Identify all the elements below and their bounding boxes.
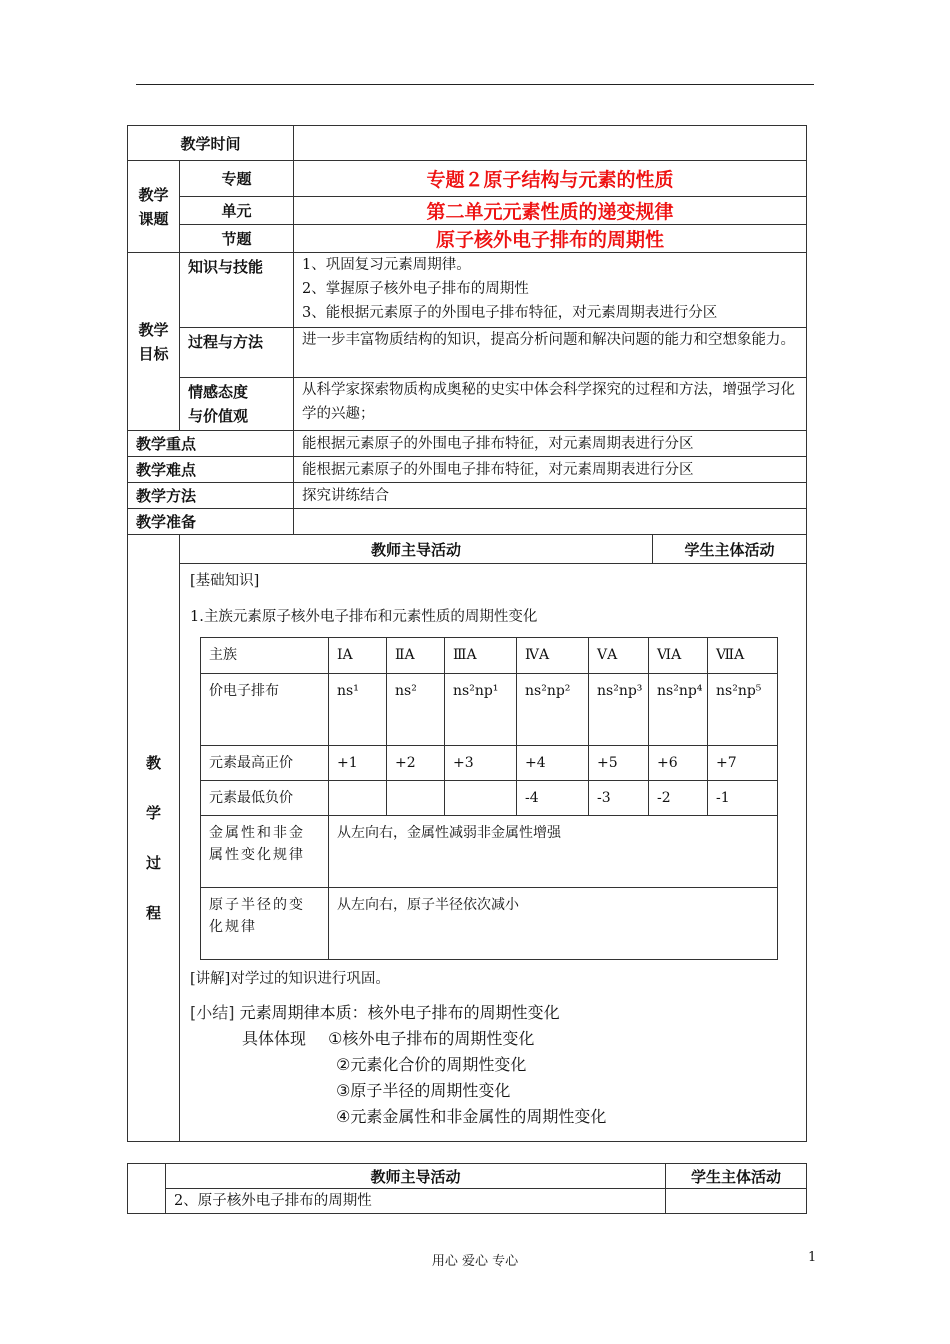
second-item: 2、原子核外电子排布的周期性 xyxy=(166,1189,666,1214)
min-valence-cell xyxy=(445,781,517,816)
min-valence-cell: -1 xyxy=(708,781,778,816)
valence-cell: ns² xyxy=(387,674,445,746)
difficulty-value: 能根据元素原子的外围电子排布特征，对元素周期表进行分区 xyxy=(294,457,807,483)
header-rule xyxy=(136,84,814,85)
lesson-plan-table xyxy=(127,125,807,1142)
section-value: 原子核外电子排布的周期性 xyxy=(294,225,807,253)
key-point-value: 能根据元素原子的外围电子排布特征，对元素周期表进行分区 xyxy=(294,431,807,457)
teaching-time-value xyxy=(294,126,807,161)
min-valence-cell: -3 xyxy=(589,781,649,816)
process-goal: 进一步丰富物质结构的知识，提高分析问题和解决问题的能力和空想象能力。 xyxy=(294,328,807,378)
knowledge-goal-item: 1、巩固复习元素周期律。 xyxy=(302,257,471,273)
summary-item: ③原子半径的周期性变化 xyxy=(336,1081,511,1100)
page-footer: 用心 爱心 专心 xyxy=(431,1254,519,1269)
max-valence-cell: +3 xyxy=(445,746,517,781)
page-number: 1 xyxy=(808,1250,817,1265)
metallicity-trend: 从左向右，金属性减弱非金属性增强 xyxy=(329,816,778,888)
row-label-group: 主族 xyxy=(201,638,329,674)
group-header: ⅠA xyxy=(329,638,387,674)
attitude-goal: 从科学家探索物质构成奥秘的史实中体会科学探究的过程和方法，增强学习化学的兴趣； xyxy=(294,378,807,431)
row-label-radius: 原子半径的变化规律 xyxy=(201,888,329,960)
summary-block xyxy=(190,1000,606,1130)
max-valence-cell: +7 xyxy=(708,746,778,781)
teaching-time-label: 教学时间 xyxy=(128,126,294,161)
second-table xyxy=(127,1163,807,1214)
knowledge-goal-item: 3、能根据元素原子的外围电子排布特征，对元素周期表进行分区 xyxy=(302,305,718,321)
row-label-metallicity: 金属性和非金属性变化规律 xyxy=(201,816,329,888)
unit-label: 单元 xyxy=(180,197,294,225)
teaching-topic-label: 教学课题 xyxy=(128,161,180,253)
teacher-activity-header: 教师主导活动 xyxy=(180,535,653,563)
method-value: 探究讲练结合 xyxy=(294,483,807,509)
valence-cell: ns²np³ xyxy=(589,674,649,746)
second-student-header: 学生主体活动 xyxy=(666,1164,807,1189)
max-valence-cell: +1 xyxy=(329,746,387,781)
preparation-value xyxy=(294,509,807,535)
valence-cell: ns²np² xyxy=(517,674,589,746)
teaching-process-content xyxy=(180,535,807,1142)
teaching-process-label: 教学过程 xyxy=(128,535,180,1142)
knowledge-goals xyxy=(294,253,807,328)
second-table-side xyxy=(128,1164,166,1214)
method-label: 教学方法 xyxy=(128,483,294,509)
specific-label: 具体体现 xyxy=(242,1029,307,1048)
difficulty-label: 教学难点 xyxy=(128,457,294,483)
min-valence-cell: -4 xyxy=(517,781,589,816)
max-valence-cell: +6 xyxy=(649,746,708,781)
knowledge-skills-label: 知识与技能 xyxy=(180,253,294,328)
summary-item: ④元素金属性和非金属性的周期性变化 xyxy=(336,1107,607,1126)
process-method-label: 过程与方法 xyxy=(180,328,294,378)
summary-item: ②元素化合价的周期性变化 xyxy=(336,1055,527,1074)
preparation-label: 教学准备 xyxy=(128,509,294,535)
group-header: ⅤA xyxy=(589,638,649,674)
summary-title: 元素周期律本质：核外电子排布的周期性变化 xyxy=(239,1003,560,1022)
second-student-cell xyxy=(666,1189,807,1214)
radius-trend: 从左向右，原子半径依次减小 xyxy=(329,888,778,960)
row-label-valence: 价电子排布 xyxy=(201,674,329,746)
min-valence-cell xyxy=(329,781,387,816)
valence-cell: ns²np⁴ xyxy=(649,674,708,746)
second-teacher-header: 教师主导活动 xyxy=(166,1164,666,1189)
min-valence-cell xyxy=(387,781,445,816)
knowledge-goal-item: 2、掌握原子核外电子排布的周期性 xyxy=(302,281,529,297)
main-group-table xyxy=(200,637,778,960)
row-label-max-valence: 元素最高正价 xyxy=(201,746,329,781)
group-header: ⅣA xyxy=(517,638,589,674)
section-1-title: 1.主族元素原子核外电子排布和元素性质的周期性变化 xyxy=(190,609,538,625)
valence-cell: ns²np¹ xyxy=(445,674,517,746)
summary-item: ①核外电子排布的周期性变化 xyxy=(328,1029,535,1048)
teaching-goals-label: 教学目标 xyxy=(128,253,180,431)
max-valence-cell: +5 xyxy=(589,746,649,781)
min-valence-cell: -2 xyxy=(649,781,708,816)
section-label: 节题 xyxy=(180,225,294,253)
subject-value: 专题２原子结构与元素的性质 xyxy=(294,161,807,197)
unit-value: 第二单元元素性质的递变规律 xyxy=(294,197,807,225)
explanation-note: [讲解]对学过的知识进行巩固。 xyxy=(190,971,390,987)
basic-knowledge-label: [基础知识] xyxy=(190,573,260,589)
key-point-label: 教学重点 xyxy=(128,431,294,457)
max-valence-cell: +4 xyxy=(517,746,589,781)
group-header: ⅥA xyxy=(649,638,708,674)
group-header: ⅢA xyxy=(445,638,517,674)
student-activity-header: 学生主体活动 xyxy=(684,540,775,559)
attitude-values-label: 情感态度与价值观 xyxy=(180,378,294,431)
summary-tag: [小结] xyxy=(190,1003,235,1022)
subject-label: 专题 xyxy=(180,161,294,197)
row-label-min-valence: 元素最低负价 xyxy=(201,781,329,816)
valence-cell: ns²np⁵ xyxy=(708,674,778,746)
group-header: ⅦA xyxy=(708,638,778,674)
group-header: ⅡA xyxy=(387,638,445,674)
valence-cell: ns¹ xyxy=(329,674,387,746)
max-valence-cell: +2 xyxy=(387,746,445,781)
